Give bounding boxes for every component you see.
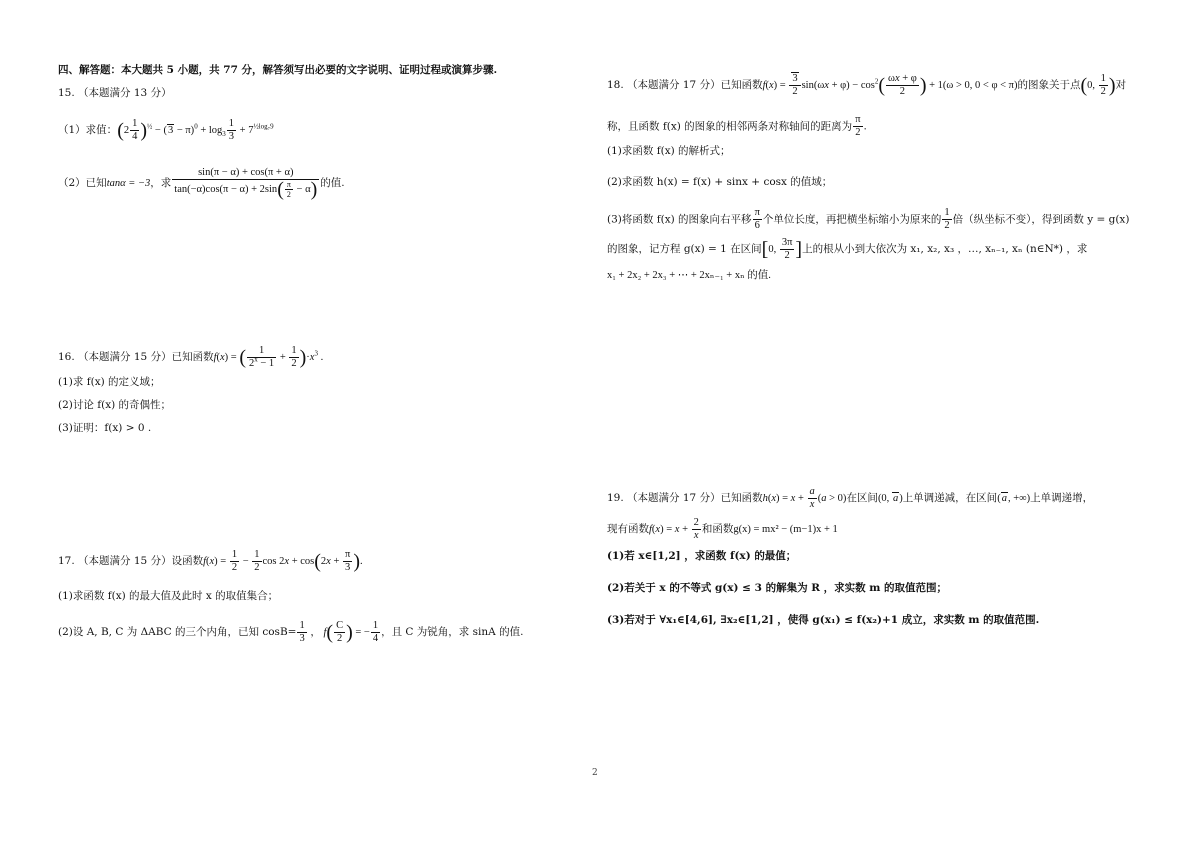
problem-18-q3-line2-a: 的图象，记方程 g(x) = 1 在区间 <box>607 242 762 255</box>
problem-18-head-tail: 的图象关于点 <box>1017 78 1081 91</box>
problem-16-title: 16. （本题满分 15 分）已知函数 <box>58 350 214 363</box>
problem-17-q2 <box>58 620 523 645</box>
problem-18-title: 18. （本题满分 17 分）已知函数 <box>607 78 763 91</box>
problem-18-interval: [0, $\frac{3\pi}{2}$ ] <box>761 237 803 261</box>
problem-16-head <box>58 345 323 370</box>
problem-16-function: f(x) = ( $\frac{1}{2^x - 1}$ + $\frac{1}{2}$ )$\cdot x^3$ . <box>213 345 324 369</box>
problem-18-q3 <box>607 207 1129 232</box>
problem-18-q3-b: 个单位长度，再把横坐标缩小为原来的 <box>762 213 942 226</box>
problem-18-shift-fraction: $\frac{\pi}{6}$ <box>754 207 760 231</box>
problem-17-q2-b: ，且 C 为锐角，求 sinA 的值. <box>381 625 524 638</box>
problem-18-q3-line2-b: 上的根从小到大依次为 x₁, x₂, x₃ ，…, xₙ₋₁, xₙ (n∈N*) ，求 <box>802 242 1088 255</box>
problem-18-scale-fraction: $\frac{1}{2}$ <box>944 207 950 231</box>
problem-15-q2-mid: ，求 <box>150 177 172 189</box>
problem-18-function: f(x) = $\frac{3}{2}$ $\sin(\omega x + \varphi) - \cos^2$( $\frac{\omega x + \varphi}{2}$ ) + 1(ω > 0, 0 < φ < π) <box>762 73 1018 97</box>
section-heading: 四、解答题：本大题共 5 小题，共 77 分，解答须写出必要的文字说明、证明过程或演算步骤. <box>58 64 498 76</box>
problem-19-head-mid: 在区间 <box>846 491 878 504</box>
problem-19-function-f: f(x) = x + $\frac{2}{x}$ <box>649 517 699 541</box>
problem-18-q3-line3: x₁ + 2x₂ + 2x₃ + ⋯ + 2xₙ₋₁ + xₙ 的值. <box>607 270 771 281</box>
problem-17-q1: (1)求函数 f(x) 的最大值及此时 x 的取值集合； <box>58 590 279 602</box>
problem-16-q2: (2)讨论 f(x) 的奇偶性； <box>58 399 172 411</box>
problem-18-head <box>607 73 1126 98</box>
problem-19-head-end: 上单调递增， <box>1030 491 1094 504</box>
problem-18-q2: (2)求函数 h(x) = f(x) + sinx + cosx 的值域； <box>607 176 833 188</box>
problem-18-head-end: 对 <box>1115 78 1127 91</box>
problem-19-q2: (2)若关于 x 的不等式 g(x) ≤ 3 的解集为 R ，求实数 m 的取值范围； <box>607 582 948 594</box>
problem-17-q2-expr: $\frac{1}{3}$ ， f( $\frac{C}{2}$ ) = − $\frac{1}{4}$ <box>299 620 379 644</box>
problem-16-q3: (3)证明：f(x) > 0 . <box>58 422 152 434</box>
problem-19-line2 <box>607 517 838 542</box>
problem-17-title: 17. （本题满分 15 分）设函数 <box>58 554 204 567</box>
problem-15-q2 <box>58 167 345 199</box>
page-number: 2 <box>592 768 598 778</box>
problem-17-function: f(x) = $\frac{1}{2}$ − $\frac{1}{2}$ cos 2x + cos(2x + $\frac{\pi}{3}$ ). <box>203 549 363 573</box>
problem-15-q1 <box>58 118 274 143</box>
problem-18-q1: (1)求函数 f(x) 的解析式； <box>607 145 731 157</box>
problem-15-q1-expr: (2 $\frac{1}{4}$ )$^{\frac{1}{2}} - (3 - \pi)^0 + \log_3$ $\frac{1}{3}$ + $7^{\frac{1}{2}log_79}$ <box>117 118 274 142</box>
problem-18-line2: 称，且函数 f(x) 的图象的相邻两条对称轴间的距离为 $\frac{\pi}{2}$ . <box>607 114 867 138</box>
problem-17-q2-a: (2)设 A, B, C 为 ΔABC 的三个内角，已知 cosB= <box>58 625 297 638</box>
problem-19-line2-b: 和函数 <box>701 522 734 535</box>
problem-19-line2-a: 现有函数 <box>607 522 649 535</box>
problem-15-q2-suffix: 的值. <box>320 177 345 189</box>
problem-18-period-fraction: $\frac{\pi}{2}$ <box>855 114 861 138</box>
problem-19-head-mid2: 上单调递减，在区间 <box>902 491 998 504</box>
problem-19-interval-1: (0, a) <box>877 492 903 504</box>
problem-19-function-h: h(x) = x + $\frac{a}{x}$ (a > 0) <box>762 486 847 510</box>
problem-19-q3: (3)若对于 ∀x₁∈[4,6], ∃x₂∈[1,2] ，使得 g(x₁) ≤ f(x₂)+1 成立，求实数 m 的取值范围. <box>607 614 1040 626</box>
problem-19-interval-2: (a, +∞) <box>997 492 1031 504</box>
problem-19-q1: (1)若 x∈[1,2] ，求函数 f(x) 的最值； <box>607 550 797 562</box>
problem-18-line2-text: 称，且函数 f(x) 的图象的相邻两条对称轴间的距离为 <box>607 120 853 133</box>
problem-15-q1-label: （1）求值： <box>58 123 118 136</box>
problem-15-head: 15. （本题满分 13 分） <box>58 87 172 99</box>
problem-18-q3-c: 倍（纵坐标不变），得到函数 y = g(x) <box>952 213 1130 226</box>
problem-15-q2-condition: tanα = −3 <box>106 178 151 189</box>
problem-18-q3-a: (3)将函数 f(x) 的图象向右平移 <box>607 213 752 226</box>
problem-18-q3-line2 <box>607 237 1087 262</box>
problem-17-head <box>58 549 363 574</box>
problem-16-q1: (1)求 f(x) 的定义域； <box>58 376 161 388</box>
problem-19-head <box>607 486 1093 511</box>
problem-15-q2-label: （2）已知 <box>58 177 107 189</box>
problem-15-q2-fraction: sin(π − α) + cos(π + α) tan(−α)cos(π − α) + 2sin( $\frac{\pi}{2}$ − α) <box>174 167 318 201</box>
problem-19-function-g: g(x) = mx² − (m−1)x + 1 <box>733 523 838 535</box>
problem-18-point: (0, $\frac{1}{2}$ ) <box>1080 73 1116 97</box>
problem-19-title: 19. （本题满分 17 分）已知函数 <box>607 491 763 504</box>
